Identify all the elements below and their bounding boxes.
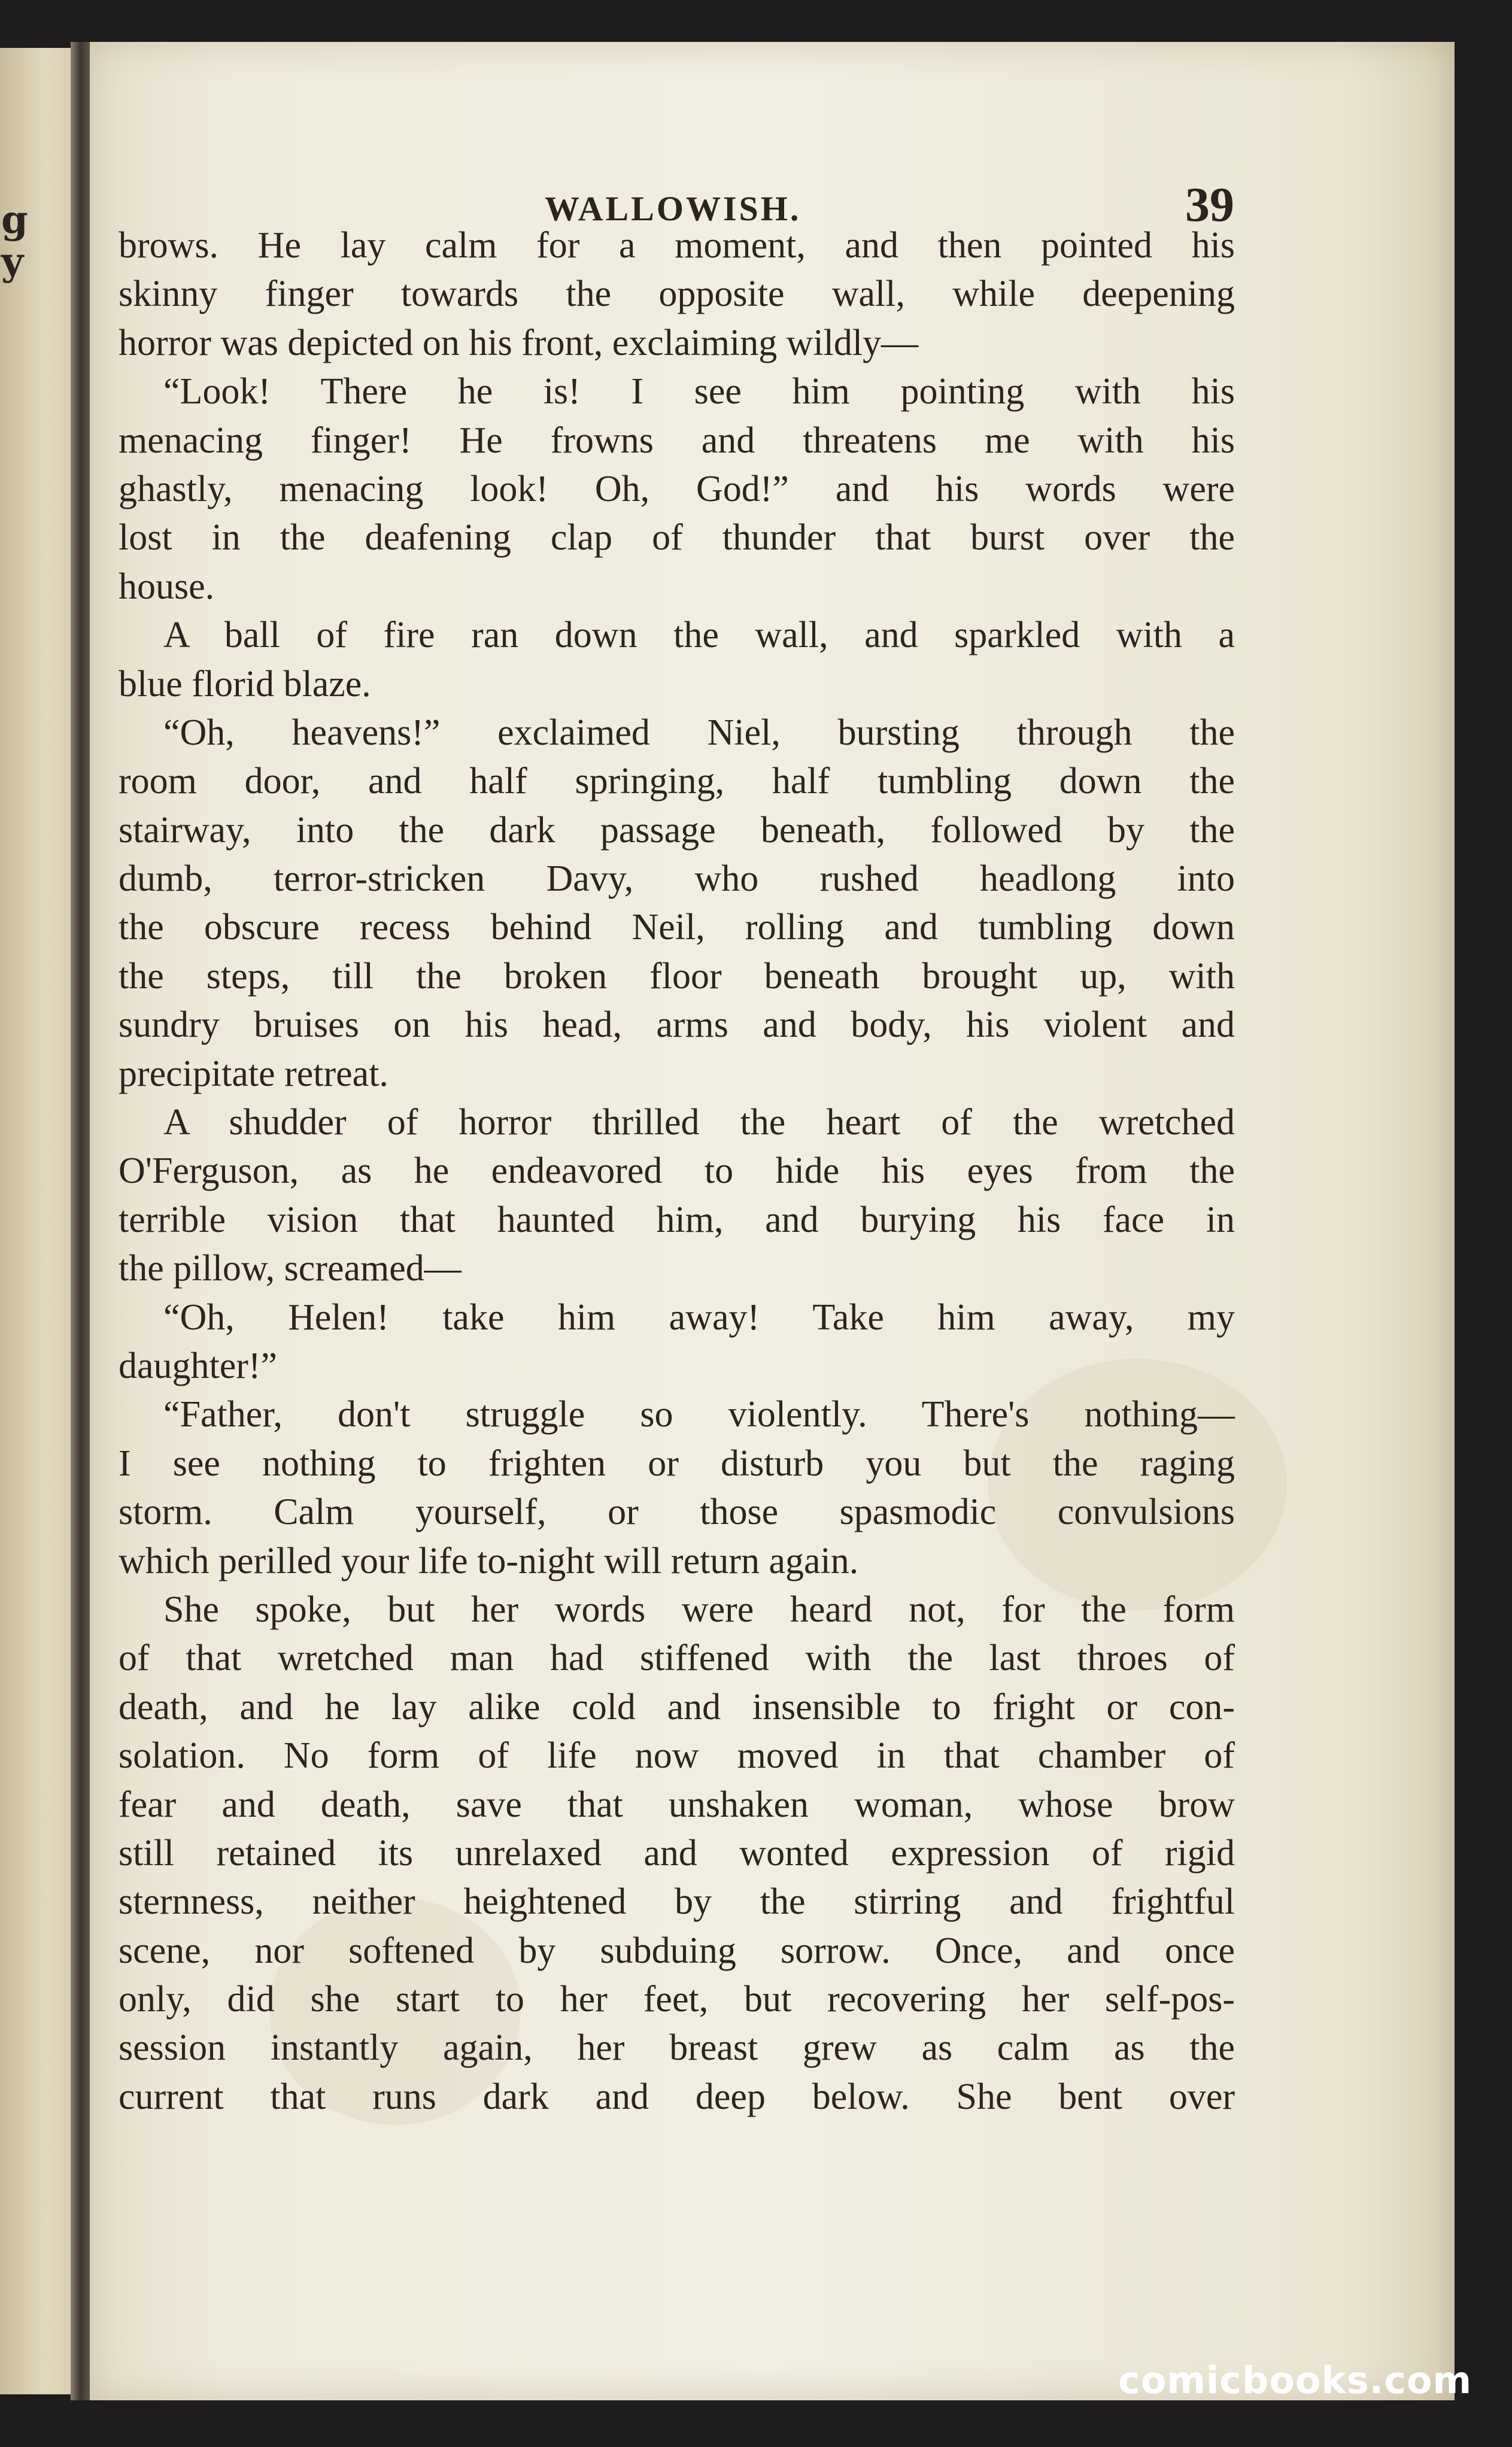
text-line: which perilled your life to-night will return again.	[119, 1540, 859, 1581]
text-line: A ball of fire ran down the wall, and sparkled with a	[163, 615, 1235, 656]
text-line: house.	[119, 566, 215, 607]
text-line: precipitate retreat.	[119, 1053, 388, 1094]
text-line: “Oh, heavens!” exclaimed Niel, bursting through the	[163, 712, 1235, 753]
running-head: WALLOWISH.	[545, 189, 801, 228]
text-line: I see nothing to frighten or disturb you but the raging	[119, 1443, 1235, 1484]
text-line: “Father, don't struggle so violently. There's nothing—	[163, 1394, 1235, 1435]
text-line: room door, and half springing, half tumbling down the	[119, 761, 1235, 802]
text-line: blue florid blaze.	[119, 663, 371, 705]
text-line: sternness, neither heightened by the stirring and frightful	[119, 1881, 1235, 1923]
text-line: menacing finger! He frowns and threatens me with his	[119, 420, 1235, 461]
text-line: scene, nor softened by subduing sorrow. Once, and once	[119, 1930, 1235, 1971]
text-line: the pillow, screamed—	[119, 1248, 462, 1289]
text-line: death, and he lay alike cold and insensible to fright or con-	[119, 1686, 1235, 1728]
text-line: the obscure recess behind Neil, rolling and tumbling down	[119, 907, 1235, 948]
previous-page-edge	[0, 48, 81, 2394]
text-line: daughter!”	[119, 1345, 278, 1386]
text-line: O'Ferguson, as he endeavored to hide his eyes from the	[119, 1150, 1235, 1192]
watermark: comicbooks.com	[1118, 2358, 1472, 2402]
text-line: of that wretched man had stiffened with the last throes of	[119, 1638, 1235, 1679]
book-page	[90, 42, 1455, 2400]
body-text	[119, 221, 1235, 2121]
text-line: fear and death, save that unshaken woman, whose brow	[119, 1784, 1235, 1825]
text-line: “Oh, Helen! take him away! Take him away, my	[163, 1297, 1235, 1338]
text-line: current that runs dark and deep below. She bent over	[119, 2076, 1235, 2117]
text-line: A shudder of horror thrilled the heart of the wretched	[163, 1102, 1235, 1143]
text-line: dumb, terror-stricken Davy, who rushed headlong into	[119, 858, 1235, 900]
text-line: She spoke, but her words were heard not, for the form	[163, 1589, 1235, 1630]
text-line: skinny finger towards the opposite wall, while deepening	[119, 274, 1235, 315]
text-line: solation. No form of life now moved in that chamber of	[119, 1735, 1235, 1777]
text-line: “Look! There he is! I see him pointing with his	[163, 371, 1235, 412]
text-line: horror was depicted on his front, exclaiming wildly—	[119, 322, 919, 363]
previous-page-edge-char: g	[1, 198, 28, 242]
page-number: 39	[1185, 177, 1234, 232]
text-line: session instantly again, her breast grew as calm as the	[119, 2027, 1235, 2069]
text-line: only, did she start to her feet, but recovering her self-pos-	[119, 1979, 1235, 2020]
text-line: ghastly, menacing look! Oh, God!” and his words were	[119, 468, 1235, 509]
text-line: sundry bruises on his head, arms and body, his violent and	[119, 1004, 1235, 1046]
page-header	[90, 147, 1455, 232]
previous-page-edge-char: y	[1, 239, 24, 284]
text-line: still retained its unrelaxed and wonted expression of rigid	[119, 1832, 1235, 1874]
text-line: terrible vision that haunted him, and burying his face in	[119, 1199, 1235, 1240]
text-line: stairway, into the dark passage beneath, followed by the	[119, 809, 1235, 851]
text-line: storm. Calm yourself, or those spasmodic convulsions	[119, 1492, 1235, 1533]
text-line: lost in the deafening clap of thunder that burst over the	[119, 517, 1235, 558]
text-line: the steps, till the broken floor beneath brought up, with	[119, 955, 1235, 997]
text-line: brows. He lay calm for a moment, and then pointed his	[119, 225, 1235, 266]
